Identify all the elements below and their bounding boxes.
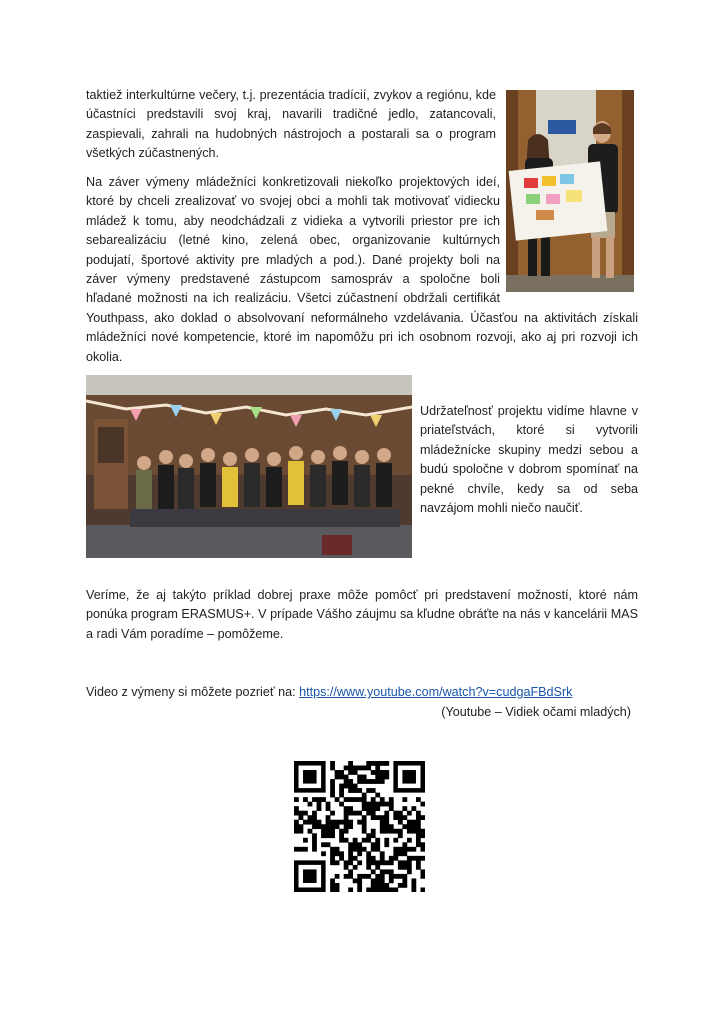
paragraph-intercultural-evenings: taktiež interkultúrne večery, t.j. prezentácia tradícií, zvykov a regiónu, kde účastníci predstavili svoj kraj, navarili tradičné jedlo, zatancovali, zaspievali, zahrali na hudobných nástrojoch a postarali sa o program všetkých zúčastnených. bbox=[86, 88, 496, 161]
paragraph-project-ideas bbox=[86, 173, 638, 367]
video-prefix: Video z výmeny si môžete pozrieť na: bbox=[86, 685, 300, 699]
qr-code[interactable] bbox=[294, 761, 425, 892]
float-spacer bbox=[500, 173, 638, 291]
photo-group-activity bbox=[86, 375, 412, 558]
paragraph-erasmus: Veríme, že aj takýto príklad dobrej praxe môže pomôcť pri predstavení možností, ktoré nám ponúka program ERASMUS+. V prípade Vášho záujmu sa kľudne obráťte na nás v kancelárii MAS a radi Vám poradíme – pomôžeme. bbox=[86, 588, 638, 641]
video-link[interactable]: https://www.youtube.com/watch?v=cudgaFBdSrk bbox=[299, 685, 573, 699]
video-line bbox=[86, 683, 646, 702]
video-caption: (Youtube – Vidiek očami mladých) bbox=[441, 705, 631, 719]
paragraph-sustainability: Udržateľnosť projektu vidíme hlavne v priateľstvách, ktoré si vytvorili mládežnícke skupiny medzi sebou a budú spoločne v dobrom spomínať na pekné chvíle, kedy sa od seba navzájom mohli niečo naučiť. bbox=[420, 404, 638, 516]
qr-code-graphic bbox=[294, 761, 425, 892]
paragraph-project-ideas-text: Na záver výmeny mládežníci konkretizovali niekoľko projektových ideí, ktoré by chceli zrealizovať vo svojej obci a mohli tak motivovať vidiecku mládež k tomu, aby neodchádzali z vidieka a vytvorili priestor pre ich sebarealizáciu (letné kino, zelená obec, organizovanie kultúrnych podujatí, športové aktivity pre mladých a pod.). Dané projekty boli na záver výmeny predstavené zástupcom samospráv a spoločne boli hľadané možnosti na ich realizáciu. Všetci zúčastnení obdržali certifikát Youthpass, ako doklad o absolvovaní neformálneho vzdelávania. Účasťou na aktivitách získali mládežníci nové kompetencie, ktoré im napomôžu pri ich osobnom rozvoji, ako aj pri rozvoji ich okolia. bbox=[86, 175, 638, 364]
